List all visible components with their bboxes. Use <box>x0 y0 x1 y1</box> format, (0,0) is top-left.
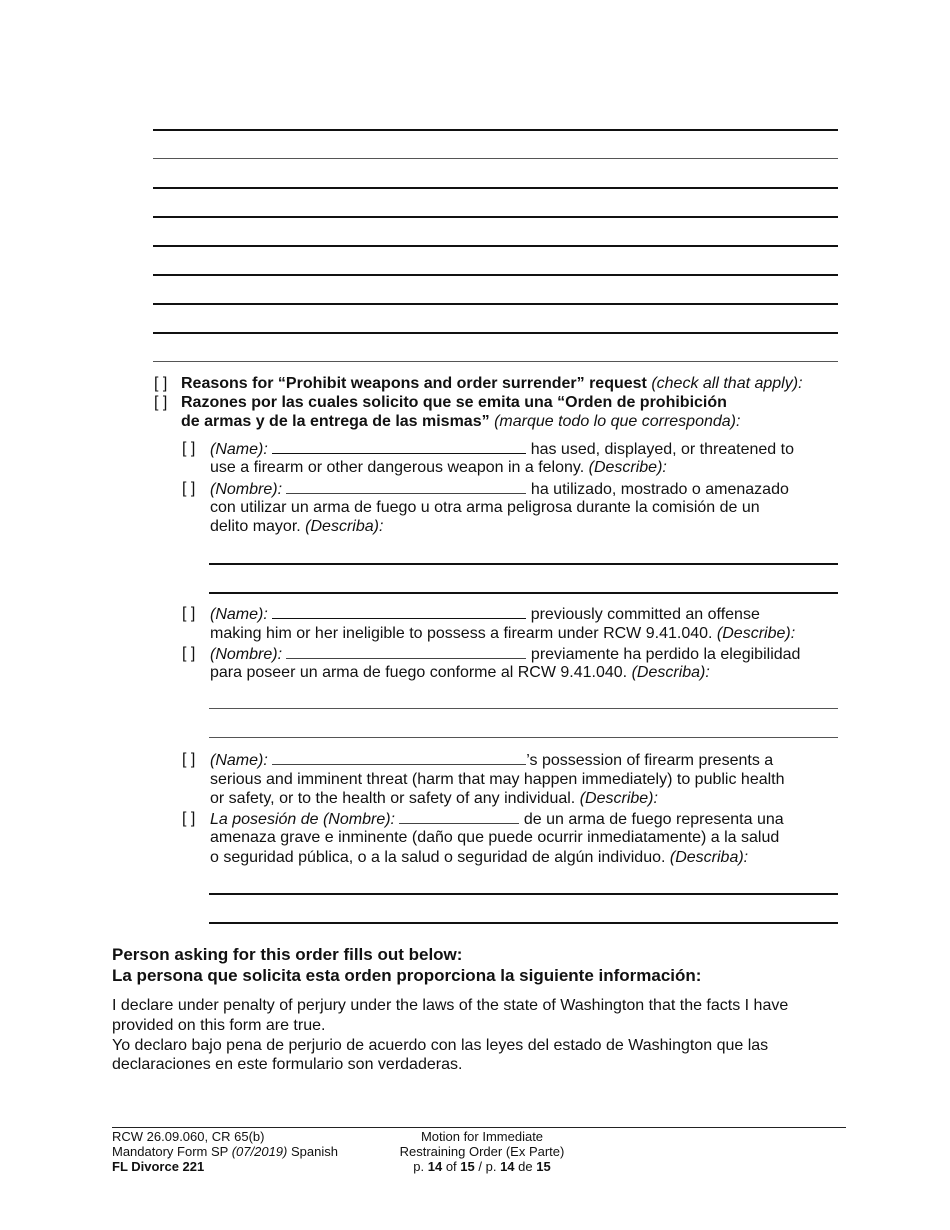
item3-es-line3-text: o seguridad pública, o a la salud o seguridad de algún individuo. <box>210 849 666 866</box>
blank-line[interactable] <box>153 332 838 334</box>
describe-line[interactable] <box>209 592 838 594</box>
declaration-heading-en: Person asking for this order fills out below: <box>112 945 463 964</box>
item1-es <box>210 479 789 499</box>
footer-form-date: (07/2019) <box>231 1144 288 1159</box>
blank-line[interactable] <box>153 245 838 247</box>
item2-es <box>210 644 800 664</box>
item2-es-line2-text: para poseer un arma de fuego conforme al RCW 9.41.040. <box>210 664 628 681</box>
declaration-en-1: I declare under penalty of perjury under the laws of the state of Washington that the facts I have <box>112 997 789 1014</box>
checkbox[interactable]: [ ] <box>182 645 196 662</box>
blank-line[interactable] <box>153 361 838 362</box>
item2-en-line2 <box>210 624 795 643</box>
name-label: (Name): <box>210 752 268 769</box>
item3-en-line3 <box>210 789 658 808</box>
footer-form-id: FL Divorce 221 <box>112 1159 205 1174</box>
describa-label: (Describa): <box>669 849 749 866</box>
footer-left <box>112 1129 338 1174</box>
item2-es-line2 <box>210 663 710 682</box>
page-number <box>372 1159 592 1174</box>
item3-es-line2: amenaza grave e inminente (daño que puede ocurrir inmediatamente) a la salud <box>210 829 780 846</box>
checkbox[interactable]: [ ] <box>182 810 196 827</box>
page-current-es: 14 <box>500 1159 515 1174</box>
section-title-es-1: Razones por las cuales solicito que se emita una “Orden de prohibición <box>181 394 727 411</box>
checkbox[interactable]: [ ] <box>154 375 168 392</box>
checkbox[interactable]: [ ] <box>182 440 196 457</box>
footer-rcw: RCW 26.09.060, CR 65(b) <box>112 1129 265 1144</box>
footer-title-1: Motion for Immediate <box>420 1129 544 1144</box>
section-title-en <box>181 374 803 393</box>
item3-en-line2: serious and imminent threat (harm that may happen immediately) to public health <box>210 771 785 788</box>
item1-es-line2: con utilizar un arma de fuego u otra arma peligrosa durante la comisión de un <box>210 499 760 516</box>
blank-line[interactable] <box>153 187 838 189</box>
item1-es-line3 <box>210 517 383 536</box>
describa-label: (Describa): <box>305 518 384 535</box>
page-total: 15 <box>460 1159 475 1174</box>
item1-es-line3-text: delito mayor. <box>210 518 301 535</box>
describe-line[interactable] <box>209 708 838 709</box>
nombre-field[interactable] <box>286 479 526 494</box>
name-field[interactable] <box>272 750 526 765</box>
blank-line[interactable] <box>153 216 838 218</box>
page-label: p. <box>413 1159 425 1174</box>
blank-line[interactable] <box>153 274 838 276</box>
footer-form: Mandatory Form SP <box>112 1144 229 1159</box>
section-title-en-text: Reasons for “Prohibit weapons and order surrender” request <box>181 375 647 392</box>
nombre-label: (Nombre): <box>210 646 283 663</box>
item3-en-text: ’s possession of firearm presents a <box>526 752 774 769</box>
nombre-field[interactable] <box>286 644 526 659</box>
checkbox[interactable]: [ ] <box>182 605 196 622</box>
item2-en <box>210 604 760 624</box>
item3-es <box>210 809 784 829</box>
name-field[interactable] <box>272 439 526 454</box>
blank-line[interactable] <box>153 158 838 159</box>
item2-es-text: previamente ha perdido la elegibilidad <box>530 646 801 663</box>
name-label: (Name): <box>210 606 268 623</box>
item3-es-line3 <box>210 848 748 867</box>
section-title-es-2 <box>181 412 740 431</box>
item1-en-text: has used, displayed, or threatened to <box>530 441 794 458</box>
checkbox[interactable]: [ ] <box>182 480 196 497</box>
describa-label: (Describa): <box>631 664 710 681</box>
footer-form-lang: Spanish <box>291 1144 338 1159</box>
item1-es-text: ha utilizado, mostrado o amenazado <box>530 481 789 498</box>
section-title-en-note: (check all that apply): <box>651 375 803 392</box>
describe-line[interactable] <box>209 737 838 738</box>
nombre-label: (Nombre): <box>210 481 283 498</box>
page-de: de <box>518 1159 533 1174</box>
section-title-es-note: (marque todo lo que corresponda): <box>494 413 741 430</box>
declaration-es-2: declaraciones en este formulario son verdaderas. <box>112 1056 463 1073</box>
describe-label: (Describe): <box>588 459 667 476</box>
section-title-es-text: de armas y de la entrega de las mismas” <box>181 413 490 430</box>
blank-line[interactable] <box>153 129 838 131</box>
declaration-heading-es: La persona que solicita esta orden proporciona la siguiente información: <box>112 966 702 985</box>
posesion-label: La posesión de (Nombre): <box>210 811 395 828</box>
footer-divider <box>112 1127 846 1128</box>
page-current: 14 <box>427 1159 443 1174</box>
page-separator: / p. <box>478 1159 497 1174</box>
page-of: of <box>445 1159 457 1174</box>
item2-en-line2-text: making him or her ineligible to possess a firearm under RCW 9.41.040. <box>210 625 713 642</box>
item1-en-line2-text: use a firearm or other dangerous weapon in a felony. <box>210 459 585 476</box>
declaration-en-2: provided on this form are true. <box>112 1017 326 1034</box>
item1-en-line2 <box>210 458 667 477</box>
describe-label: (Describe): <box>579 790 658 807</box>
footer-title-2: Restraining Order (Ex Parte) <box>399 1144 565 1159</box>
item3-es-text: de un arma de fuego representa una <box>523 811 784 828</box>
item2-en-text: previously committed an offense <box>530 606 760 623</box>
item3-en <box>210 750 773 770</box>
name-label: (Name): <box>210 441 268 458</box>
name-field[interactable] <box>272 604 526 619</box>
page-total-es: 15 <box>536 1159 551 1174</box>
describe-label: (Describe): <box>716 625 796 642</box>
item3-en-line3-text: or safety, or to the health or safety of any individual. <box>210 790 576 807</box>
nombre-field[interactable] <box>399 809 519 824</box>
declaration-es-1: Yo declaro bajo pena de perjurio de acuerdo con las leyes del estado de Washington que las <box>112 1037 769 1054</box>
item1-en <box>210 439 794 459</box>
describe-line[interactable] <box>209 922 838 924</box>
describe-line[interactable] <box>209 893 838 895</box>
describe-line[interactable] <box>209 563 838 565</box>
footer-center <box>372 1129 592 1174</box>
footer-form-line <box>112 1144 338 1159</box>
checkbox[interactable]: [ ] <box>182 751 196 768</box>
blank-line[interactable] <box>153 303 838 305</box>
checkbox[interactable]: [ ] <box>154 394 168 411</box>
